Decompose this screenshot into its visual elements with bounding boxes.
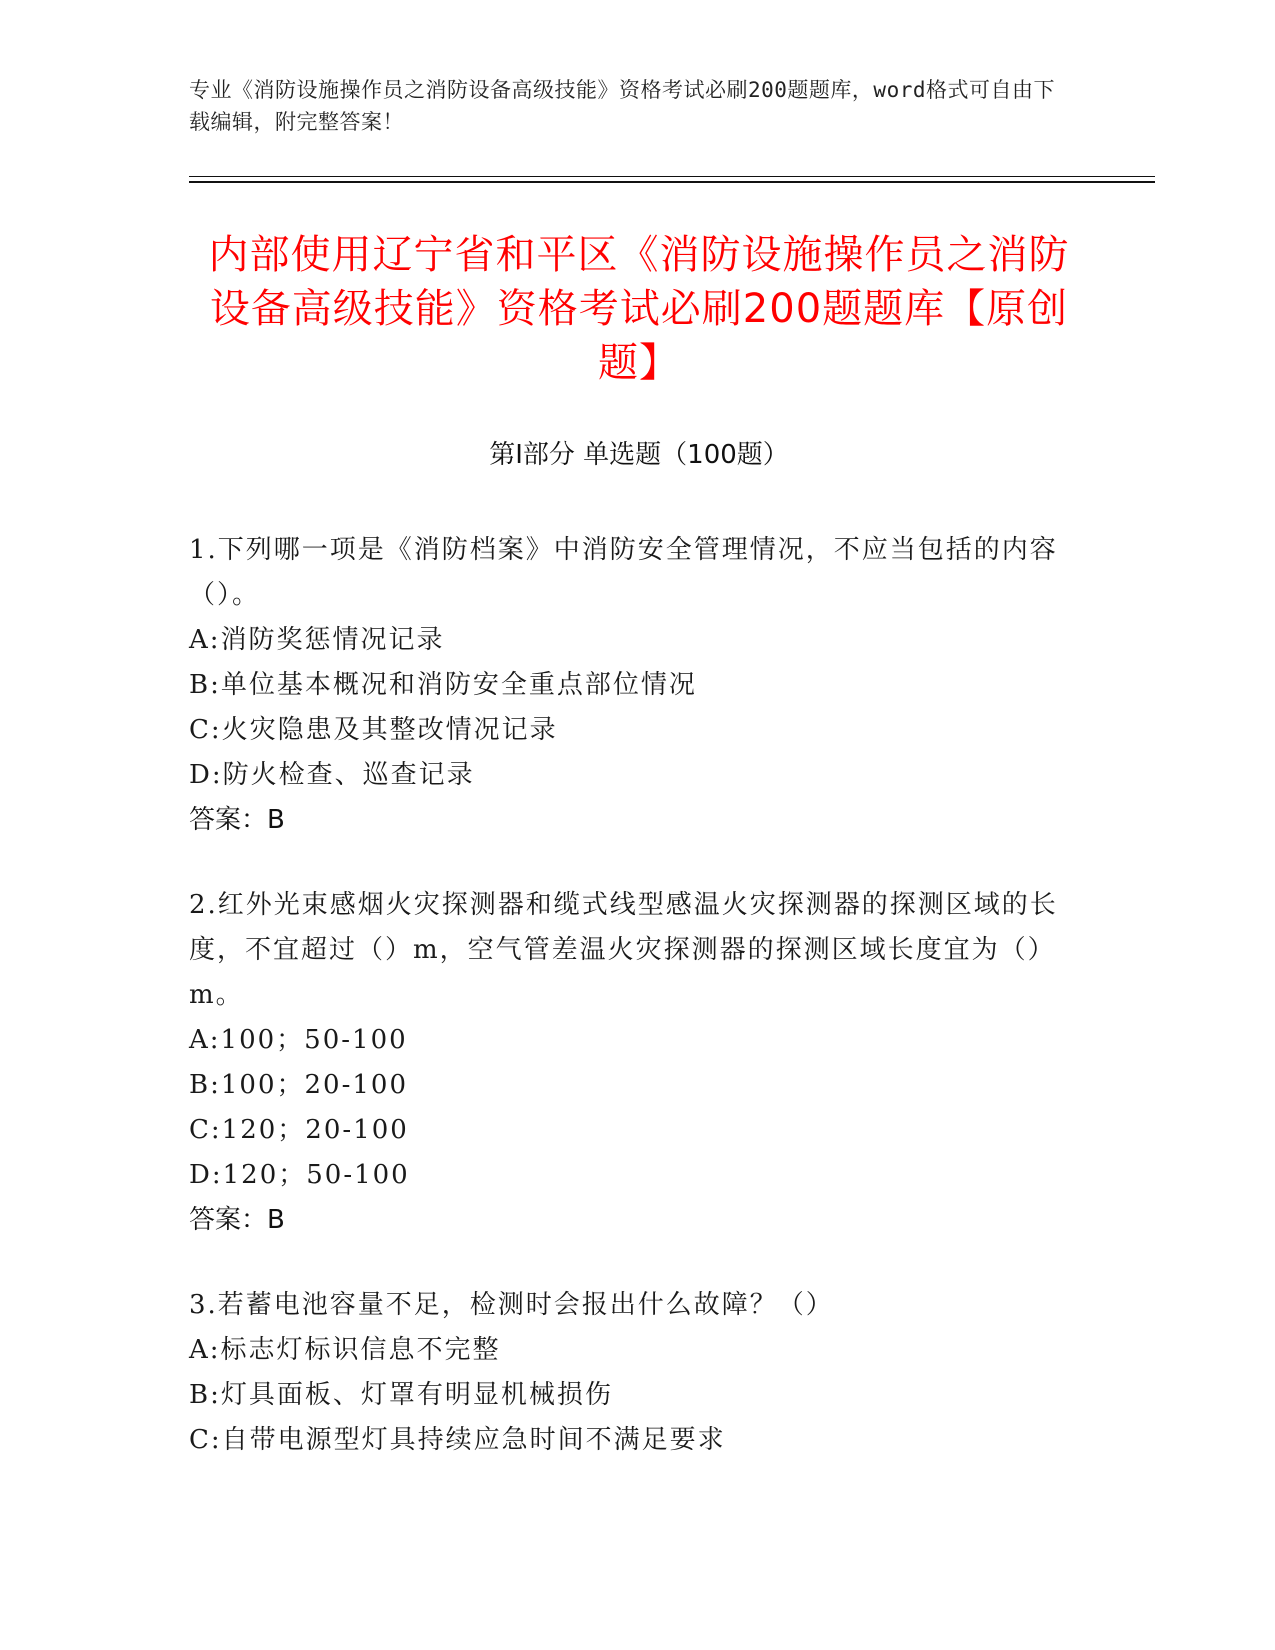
option-d: D:防火检查、巡查记录 [189,760,475,790]
answer-line: 答案：B [189,805,285,835]
option-a: A:消防奖惩情况记录 [189,625,445,655]
question-stem: 2.红外光束感烟火灾探测器和缆式线型感温火灾探测器的探测区域的长度，不宜超过（）m，空气管差温火灾探测器的探测区域长度宜为（）m。 [189,890,1058,1010]
header-divider-thin [189,176,1155,177]
question-list [189,528,1069,1503]
answer-line: 答案：B [189,1205,285,1235]
option-c: C:自带电源型灯具持续应急时间不满足要求 [189,1425,726,1455]
header-divider-thick [189,181,1155,183]
question-stem: 1.下列哪一项是《消防档案》中消防安全管理情况，不应当包括的内容（）。 [189,535,1058,610]
question-item [189,883,1069,1243]
option-a: A:标志灯标识信息不完整 [189,1335,501,1365]
header-note: 专业《消防设施操作员之消防设备高级技能》资格考试必刷200题题库，word格式可自由下载编辑，附完整答案！ [189,78,1055,134]
option-b: B:灯具面板、灯罩有明显机械损伤 [189,1380,613,1410]
option-d: D:120；50-100 [189,1160,410,1190]
question-item [189,1283,1069,1463]
option-c: C:火灾隐患及其整改情况记录 [189,715,558,745]
option-b: B:单位基本概况和消防安全重点部位情况 [189,670,697,700]
option-a: A:100；50-100 [189,1025,408,1055]
section-title: 第I部分 单选题（100题） [489,440,789,470]
option-c: C:120；20-100 [189,1115,409,1145]
document-title: 内部使用辽宁省和平区《消防设施操作员之消防设备高级技能》资格考试必刷200题题库【原创题】 [208,232,1070,386]
option-b: B:100；20-100 [189,1070,408,1100]
question-item [189,528,1069,843]
question-stem: 3.若蓄电池容量不足，检测时会报出什么故障？（） [189,1290,834,1320]
